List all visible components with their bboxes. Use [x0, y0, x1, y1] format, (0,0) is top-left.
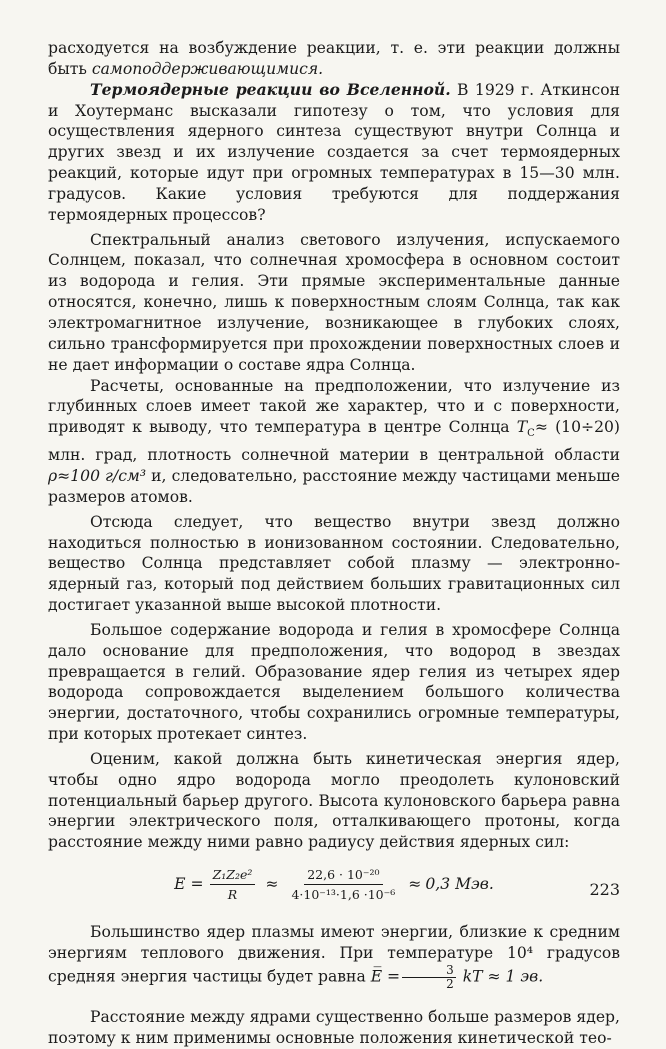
page-number: 223 [589, 880, 620, 899]
formula-fraction-2 [288, 867, 398, 902]
paragraph-8: Расстояние между ядрами существенно больше размеров ядер, поэтому к ним применимы основные положения кинетической тео- [48, 1007, 620, 1047]
temperature-subscript: C [527, 428, 535, 440]
paragraph-1-text: В 1929 г. Аткинсон и Хоутерманс высказали гипотезу о том, что условия для осуществления ядерного синтеза существуют внутри Солнца и других звезд и их излучение создается за счет термоядерных реакций, которые идут при огромных температурах в 15—30 млн. градусов. Какие условия требуются для поддержания термоядерных процессов? [48, 80, 620, 224]
page-text [48, 38, 620, 1049]
mean-energy-symbol: E̅ = [370, 967, 401, 986]
paragraph-6: Оценим, какой должна быть кинетическая энергия ядер, чтобы одно ядро водорода могло преодолеть кулоновский потенциальный барьер другого. Высота кулоновского барьера равна энергии электрического поля, отталкивающего протоны, когда расстояние между ними равно радиусу действия ядерных сил: [48, 749, 620, 852]
fraction-numerator: 3 [402, 964, 456, 978]
coulomb-barrier-formula [48, 867, 620, 902]
paragraph-0-text: расходуется на возбуждение реакции, т. е. эти реакции должны быть [48, 39, 620, 78]
section-heading: Термоядерные реакции во Вселенной. [90, 79, 451, 99]
paragraph-3-text-a: Расчеты, основанные на предположении, что излучение из глубинных слоев имеет такой же характер, что и с поверхности, приводят к выводу, что температура в центре Солнца [48, 376, 620, 437]
fraction-denominator: 2 [446, 976, 454, 991]
paragraph-1 [48, 80, 620, 226]
temperature-value: ≈ (10÷20) млн. град, плотность солнечной материи в центральной области [48, 418, 620, 465]
density-value: ρ≈100 г/см³ [48, 466, 147, 485]
formula-f2-denominator: 4·10⁻¹³·1,6 ·10⁻⁶ [291, 887, 396, 903]
paragraph-2: Спектральный анализ светового излучения, испускаемого Солнцем, показал, что солнечная хромосфера в основном состоит из водорода и гелия. Эти прямые экспериментальные данные относятся, конечно, лишь к поверхностным слоям Солнца, так как электромагнитное излучение, возникающее в глубоких слоях, сильно трансформируется при прохождении поверхностных слоев и не дает информации о составе ядра Солнца. [48, 230, 620, 374]
formula-fraction-1 [210, 867, 256, 902]
paragraph-3 [48, 376, 620, 508]
three-halves-fraction [402, 964, 456, 991]
formula-approx-2: ≈ [408, 875, 422, 894]
paragraph-7-text-a: Большинство ядер плазмы имеют энергии, близкие к средним энергиям теплового движения. При температуре 10⁴ градусов средняя энергия частицы будет равна [48, 923, 620, 986]
paragraph-7 [48, 922, 620, 991]
formula-f2-numerator: 22,6 · 10⁻²⁰ [304, 867, 382, 885]
paragraph-7-text-b: kT ≈ 1 эв. [457, 967, 544, 986]
paragraph-5: Большое содержание водорода и гелия в хромосфере Солнца дало основание для предположения, что водород в звездах превращается в гелий. Образование ядер гелия из четырех ядер водорода сопровождается выделением большого количества энергии, достаточного, чтобы сохранились огромные температуры, при которых протекает синтез. [48, 620, 620, 744]
formula-f1-numerator: Z₁Z₂e² [210, 867, 256, 885]
paragraph-4: Отсюда следует, что вещество внутри звезд должно находиться полностью в ионизованном состоянии. Следовательно, вещество Солнца представляет собой плазму — электронно-ядерный газ, который под действием больших гравитационных сил достигает указанной выше высокой плотности. [48, 512, 620, 615]
paragraph-3-text-b: и, следовательно, расстояние между частицами меньше размеров атомов. [48, 466, 620, 506]
formula-lhs: E = [174, 875, 204, 894]
formula-approx-1: ≈ [265, 875, 279, 894]
emphasis-self-sustaining: самоподдерживающимися. [91, 59, 324, 78]
formula-result: 0,3 Мэв. [425, 875, 494, 894]
paragraph-0 [48, 38, 620, 80]
formula-f1-denominator: R [227, 887, 238, 903]
temperature-symbol: T [516, 418, 528, 437]
